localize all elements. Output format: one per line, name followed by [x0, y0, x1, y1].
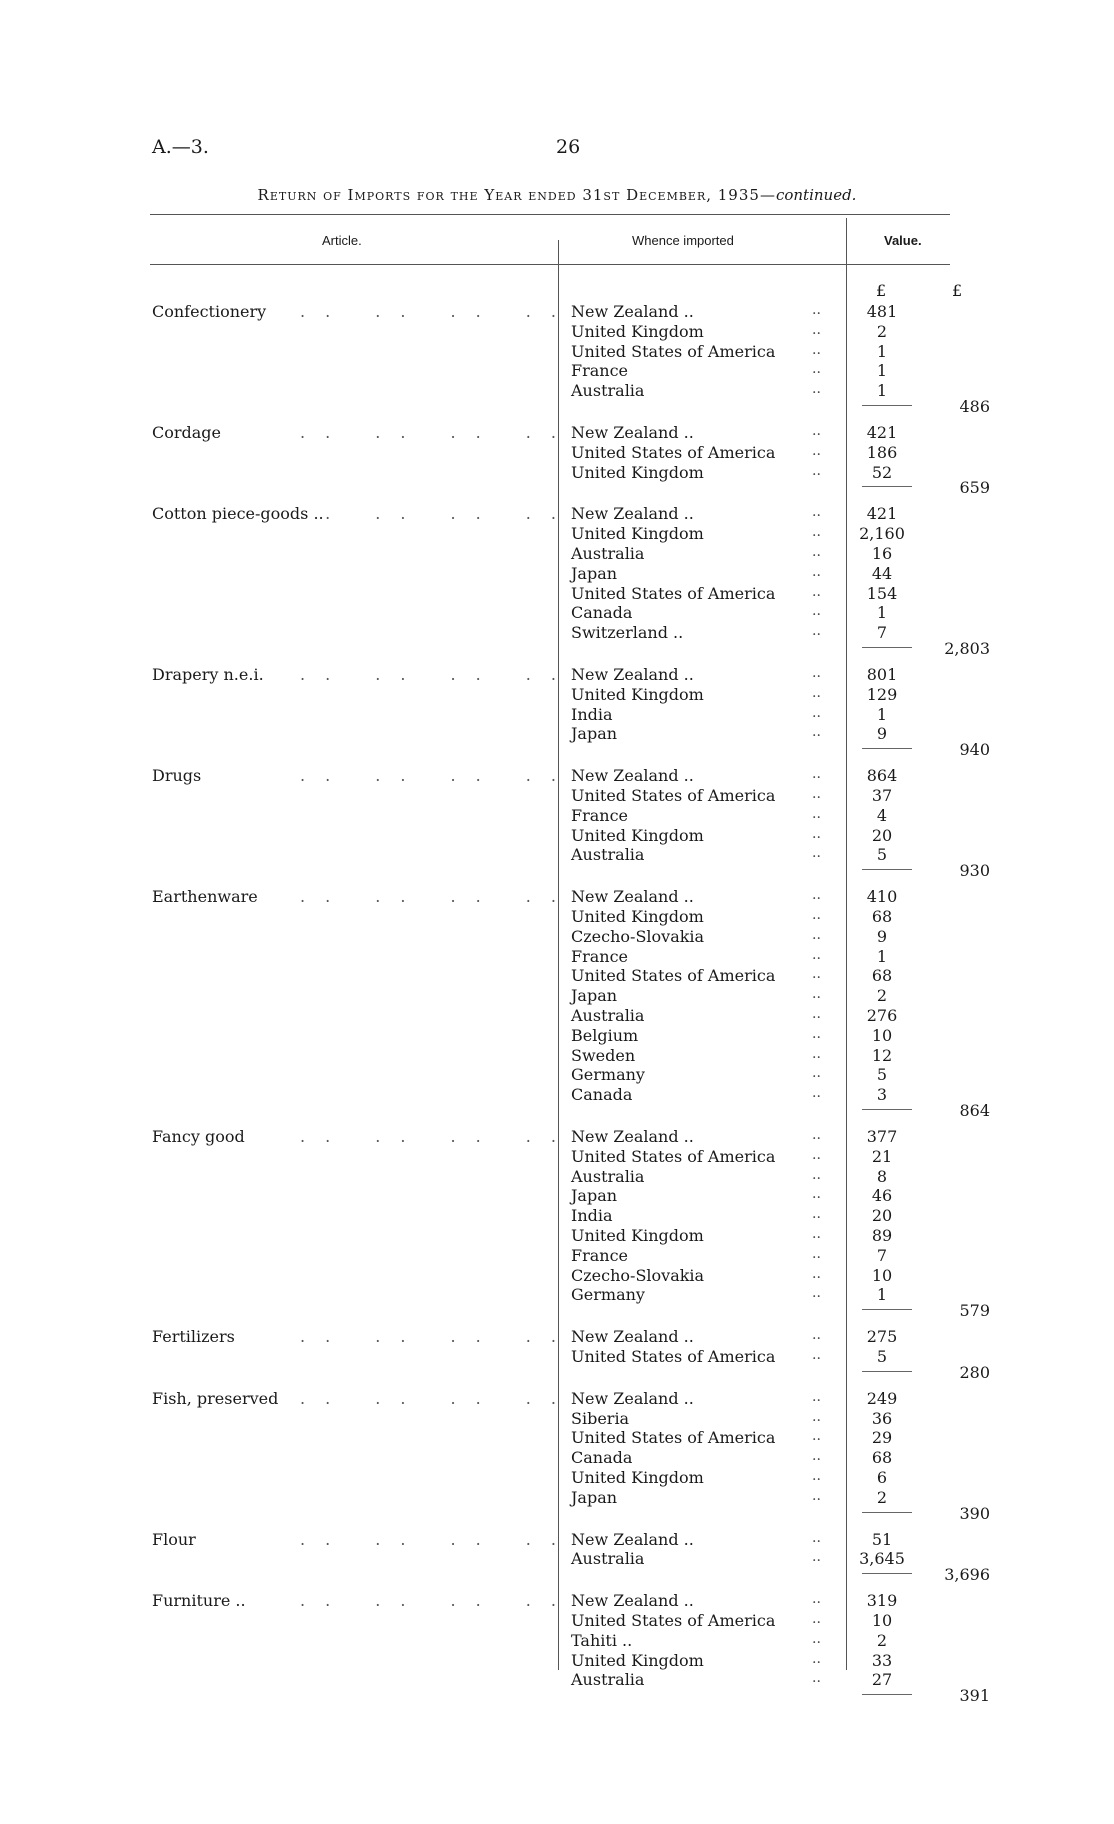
country-leader-dots: ..	[812, 1487, 821, 1504]
country-value: 12	[871, 1045, 893, 1065]
column-divider-value	[846, 218, 847, 1670]
article-total: 390	[959, 1503, 990, 1523]
article-leader-dots: .. .. .. ..	[300, 887, 576, 907]
country-value: 276	[866, 1005, 898, 1025]
country-name: United Kingdom	[571, 462, 704, 482]
country-value: 7	[876, 623, 888, 643]
article-leader-dots: .. .. .. ..	[300, 1327, 576, 1347]
country-value: 46	[871, 1186, 893, 1206]
country-value: 8	[876, 1166, 888, 1186]
country-leader-dots: ..	[812, 361, 821, 378]
article-leader-dots: .. .. .. ..	[300, 302, 576, 321]
column-header-value: Value.	[884, 233, 922, 248]
country-value: 1	[876, 603, 888, 623]
document-reference: A.—3.	[152, 136, 209, 158]
country-name: Australia	[571, 845, 645, 865]
article-leader-dots: .. .. .. ..	[300, 1591, 576, 1611]
country-value: 36	[871, 1408, 893, 1428]
subtotal-rule	[862, 1694, 912, 1695]
country-name: Canada	[571, 603, 633, 623]
country-value: 1	[876, 341, 888, 361]
country-leader-dots: ..	[812, 1065, 821, 1082]
country-value: 410	[866, 887, 898, 907]
country-value: 249	[866, 1388, 898, 1408]
country-leader-dots: ..	[812, 1226, 821, 1242]
country-leader-dots: ..	[812, 1206, 821, 1223]
country-name: India	[571, 704, 613, 724]
country-value: 319	[866, 1591, 898, 1611]
column-divider-article	[558, 240, 559, 1670]
country-leader-dots: ..	[812, 1467, 821, 1484]
country-value: 20	[871, 1206, 893, 1226]
subtotal-rule	[862, 1109, 912, 1110]
country-value: 1	[876, 704, 888, 724]
country-leader-dots: ..	[812, 302, 821, 318]
header-rule-top	[150, 214, 950, 215]
country-name: Tahiti ..	[571, 1630, 633, 1650]
country-name: United Kingdom	[571, 1650, 704, 1670]
country-name: New Zealand ..	[571, 504, 694, 524]
country-leader-dots: ..	[812, 1085, 821, 1102]
country-value: 10	[871, 1610, 893, 1630]
country-leader-dots: ..	[812, 1610, 821, 1627]
column-header-article: Article.	[322, 233, 362, 248]
country-value: 1	[876, 381, 888, 401]
country-value: 68	[871, 906, 893, 926]
country-name: Australia	[571, 1670, 645, 1690]
country-leader-dots: ..	[812, 825, 821, 842]
subtotal-rule	[862, 647, 912, 648]
country-value: 2,160	[859, 524, 905, 544]
country-name: Switzerland ..	[571, 623, 684, 643]
country-value: 51	[871, 1529, 893, 1549]
subtotal-rule	[862, 1371, 912, 1372]
country-name: France	[571, 1245, 629, 1265]
country-leader-dots: ..	[812, 1549, 821, 1566]
country-leader-dots: ..	[812, 1045, 821, 1062]
country-value: 4	[876, 805, 888, 825]
article-total: 930	[959, 861, 990, 881]
country-leader-dots: ..	[812, 805, 821, 822]
country-leader-dots: ..	[812, 1186, 821, 1203]
article-total: 280	[959, 1362, 990, 1382]
subtotal-rule	[862, 486, 912, 487]
country-value: 27	[871, 1670, 893, 1690]
country-value: 377	[866, 1127, 898, 1146]
country-name: France	[571, 361, 629, 381]
country-value: 52	[871, 462, 893, 482]
country-value: 33	[871, 1650, 893, 1670]
country-leader-dots: ..	[812, 1388, 821, 1405]
country-leader-dots: ..	[812, 1127, 821, 1143]
country-name: United Kingdom	[571, 1467, 704, 1487]
country-name: United States of America	[571, 1428, 776, 1448]
country-value: 2	[876, 1487, 888, 1507]
country-value: 5	[876, 845, 888, 865]
country-value: 44	[871, 563, 893, 583]
country-name: United States of America	[571, 1346, 776, 1366]
country-name: Japan	[571, 986, 618, 1006]
country-value: 29	[871, 1428, 893, 1448]
article-total: 864	[959, 1100, 990, 1120]
article-name: Drapery n.e.i.	[152, 665, 264, 684]
article-leader-dots: .. .. .. ..	[300, 504, 576, 524]
page-number: 26	[556, 136, 581, 158]
article-total: 940	[959, 740, 990, 760]
country-value: 481	[866, 302, 898, 321]
country-value: 89	[871, 1226, 893, 1245]
country-name: United States of America	[571, 966, 776, 986]
article-name: Flour	[152, 1529, 196, 1549]
article-total: 486	[959, 397, 990, 416]
country-value: 3,645	[859, 1549, 905, 1569]
country-leader-dots: ..	[812, 1327, 821, 1344]
country-name: France	[571, 946, 629, 966]
country-leader-dots: ..	[812, 704, 821, 721]
country-leader-dots: ..	[812, 1650, 821, 1667]
country-leader-dots: ..	[812, 1146, 821, 1163]
country-name: United States of America	[571, 785, 776, 805]
article-total: 391	[959, 1686, 990, 1706]
country-value: 68	[871, 1448, 893, 1468]
title-main: Return of Imports for the Year ended 31st December, 1935—	[257, 186, 776, 204]
country-value: 154	[866, 583, 898, 603]
country-leader-dots: ..	[812, 623, 821, 640]
country-leader-dots: ..	[812, 1529, 821, 1546]
article-name: Cotton piece-goods ..	[152, 504, 324, 524]
country-leader-dots: ..	[812, 504, 821, 521]
country-leader-dots: ..	[812, 603, 821, 620]
country-value: 10	[871, 1265, 893, 1285]
country-name: United Kingdom	[571, 524, 704, 544]
country-leader-dots: ..	[812, 442, 821, 459]
article-total: 3,696	[944, 1565, 990, 1585]
country-name: Czecho-Slovakia	[571, 1265, 705, 1285]
country-value: 1	[876, 1285, 888, 1305]
article-leader-dots: .. .. .. ..	[300, 1127, 576, 1146]
country-name: United States of America	[571, 1146, 776, 1166]
value-unit-column: £	[876, 281, 887, 300]
article-leader-dots: .. .. .. ..	[300, 1388, 576, 1408]
country-leader-dots: ..	[812, 1670, 821, 1687]
country-name: Belgium	[571, 1025, 639, 1045]
article-name: Fertilizers	[152, 1327, 235, 1347]
country-name: Canada	[571, 1448, 633, 1468]
country-name: United States of America	[571, 442, 776, 462]
country-name: New Zealand ..	[571, 1388, 694, 1408]
country-leader-dots: ..	[812, 986, 821, 1003]
country-leader-dots: ..	[812, 906, 821, 923]
country-name: United Kingdom	[571, 825, 704, 845]
country-name: India	[571, 1206, 613, 1226]
country-leader-dots: ..	[812, 1166, 821, 1183]
country-leader-dots: ..	[812, 887, 821, 904]
country-leader-dots: ..	[812, 381, 821, 398]
subtotal-rule	[862, 1512, 912, 1513]
article-name: Furniture ..	[152, 1591, 246, 1611]
article-leader-dots: .. .. .. ..	[300, 1529, 576, 1549]
country-value: 2	[876, 986, 888, 1006]
country-name: United Kingdom	[571, 1226, 704, 1245]
country-value: 2	[876, 1630, 888, 1650]
article-name: Confectionery	[152, 302, 267, 321]
country-name: Japan	[571, 1487, 618, 1507]
header-rule-bottom	[150, 264, 950, 265]
country-value: 2	[876, 321, 888, 341]
country-name: Canada	[571, 1085, 633, 1105]
country-name: France	[571, 805, 629, 825]
country-value: 864	[866, 766, 898, 786]
column-header-whence: Whence imported	[632, 233, 734, 248]
subtotal-rule	[862, 1309, 912, 1310]
country-name: United Kingdom	[571, 906, 704, 926]
country-name: Australia	[571, 381, 645, 401]
country-leader-dots: ..	[812, 321, 821, 338]
country-leader-dots: ..	[812, 966, 821, 983]
country-value: 9	[876, 724, 888, 744]
article-name: Earthenware	[152, 887, 258, 907]
country-leader-dots: ..	[812, 543, 821, 560]
country-leader-dots: ..	[812, 1265, 821, 1282]
country-name: New Zealand ..	[571, 423, 694, 442]
country-leader-dots: ..	[812, 1005, 821, 1022]
country-value: 129	[866, 684, 898, 704]
article-name: Drugs	[152, 766, 202, 786]
country-leader-dots: ..	[812, 1428, 821, 1445]
country-leader-dots: ..	[812, 946, 821, 963]
country-leader-dots: ..	[812, 423, 821, 439]
country-leader-dots: ..	[812, 524, 821, 541]
country-name: New Zealand ..	[571, 1529, 694, 1549]
country-name: Japan	[571, 724, 618, 744]
country-leader-dots: ..	[812, 845, 821, 862]
country-value: 6	[876, 1467, 888, 1487]
country-value: 20	[871, 825, 893, 845]
country-leader-dots: ..	[812, 462, 821, 479]
country-value: 3	[876, 1085, 888, 1105]
country-leader-dots: ..	[812, 926, 821, 943]
country-name: Australia	[571, 1166, 645, 1186]
country-leader-dots: ..	[812, 785, 821, 802]
country-name: Siberia	[571, 1408, 630, 1428]
country-value: 37	[871, 785, 893, 805]
country-leader-dots: ..	[812, 684, 821, 701]
country-leader-dots: ..	[812, 665, 821, 681]
country-name: New Zealand ..	[571, 302, 694, 321]
country-name: Germany	[571, 1065, 645, 1085]
subtotal-rule	[862, 748, 912, 749]
country-value: 186	[866, 442, 898, 462]
country-value: 21	[871, 1146, 893, 1166]
country-leader-dots: ..	[812, 1630, 821, 1647]
country-leader-dots: ..	[812, 1285, 821, 1302]
country-name: New Zealand ..	[571, 1591, 694, 1611]
country-leader-dots: ..	[812, 563, 821, 580]
country-value: 68	[871, 966, 893, 986]
country-name: Japan	[571, 563, 618, 583]
article-total: 579	[959, 1301, 990, 1321]
country-value: 5	[876, 1065, 888, 1085]
country-name: Czecho-Slovakia	[571, 926, 705, 946]
country-value: 10	[871, 1025, 893, 1045]
country-name: Japan	[571, 1186, 618, 1206]
country-value: 1	[876, 946, 888, 966]
title-continued: continued.	[775, 186, 857, 204]
subtotal-rule	[862, 1573, 912, 1574]
article-leader-dots: .. .. .. ..	[300, 766, 576, 786]
article-name: Fish, preserved	[152, 1388, 279, 1408]
country-value: 9	[876, 926, 888, 946]
country-leader-dots: ..	[812, 724, 821, 741]
country-leader-dots: ..	[812, 1591, 821, 1608]
country-name: New Zealand ..	[571, 1127, 694, 1146]
country-value: 275	[866, 1327, 898, 1347]
article-name: Fancy good	[152, 1127, 245, 1146]
country-name: Australia	[571, 1005, 645, 1025]
country-value: 5	[876, 1346, 888, 1366]
country-name: United States of America	[571, 1610, 776, 1630]
country-leader-dots: ..	[812, 1025, 821, 1042]
table-title	[0, 186, 1114, 204]
country-value: 1	[876, 361, 888, 381]
country-name: New Zealand ..	[571, 887, 694, 907]
country-value: 421	[866, 423, 898, 442]
article-leader-dots: .. .. .. ..	[300, 665, 576, 684]
subtotal-rule	[862, 405, 912, 406]
country-name: Germany	[571, 1285, 645, 1305]
country-name: New Zealand ..	[571, 766, 694, 786]
article-total: 659	[959, 478, 990, 498]
subtotal-rule	[862, 869, 912, 870]
country-value: 801	[866, 665, 898, 684]
country-value: 16	[871, 543, 893, 563]
country-value: 421	[866, 504, 898, 524]
country-name: United States of America	[571, 341, 776, 361]
country-leader-dots: ..	[812, 1245, 821, 1262]
country-leader-dots: ..	[812, 1346, 821, 1363]
country-name: Australia	[571, 543, 645, 563]
country-leader-dots: ..	[812, 341, 821, 358]
country-leader-dots: ..	[812, 1448, 821, 1465]
country-name: Sweden	[571, 1045, 636, 1065]
total-unit-column: £	[952, 281, 963, 300]
article-leader-dots: .. .. .. ..	[300, 423, 576, 442]
country-name: Australia	[571, 1549, 645, 1569]
country-name: New Zealand ..	[571, 665, 694, 684]
article-name: Cordage	[152, 423, 222, 442]
country-name: United States of America	[571, 583, 776, 603]
country-leader-dots: ..	[812, 583, 821, 600]
country-value: 7	[876, 1245, 888, 1265]
country-leader-dots: ..	[812, 1408, 821, 1425]
article-total: 2,803	[944, 638, 990, 658]
country-name: New Zealand ..	[571, 1327, 694, 1347]
country-name: United Kingdom	[571, 321, 704, 341]
country-leader-dots: ..	[812, 766, 821, 783]
country-name: United Kingdom	[571, 684, 704, 704]
